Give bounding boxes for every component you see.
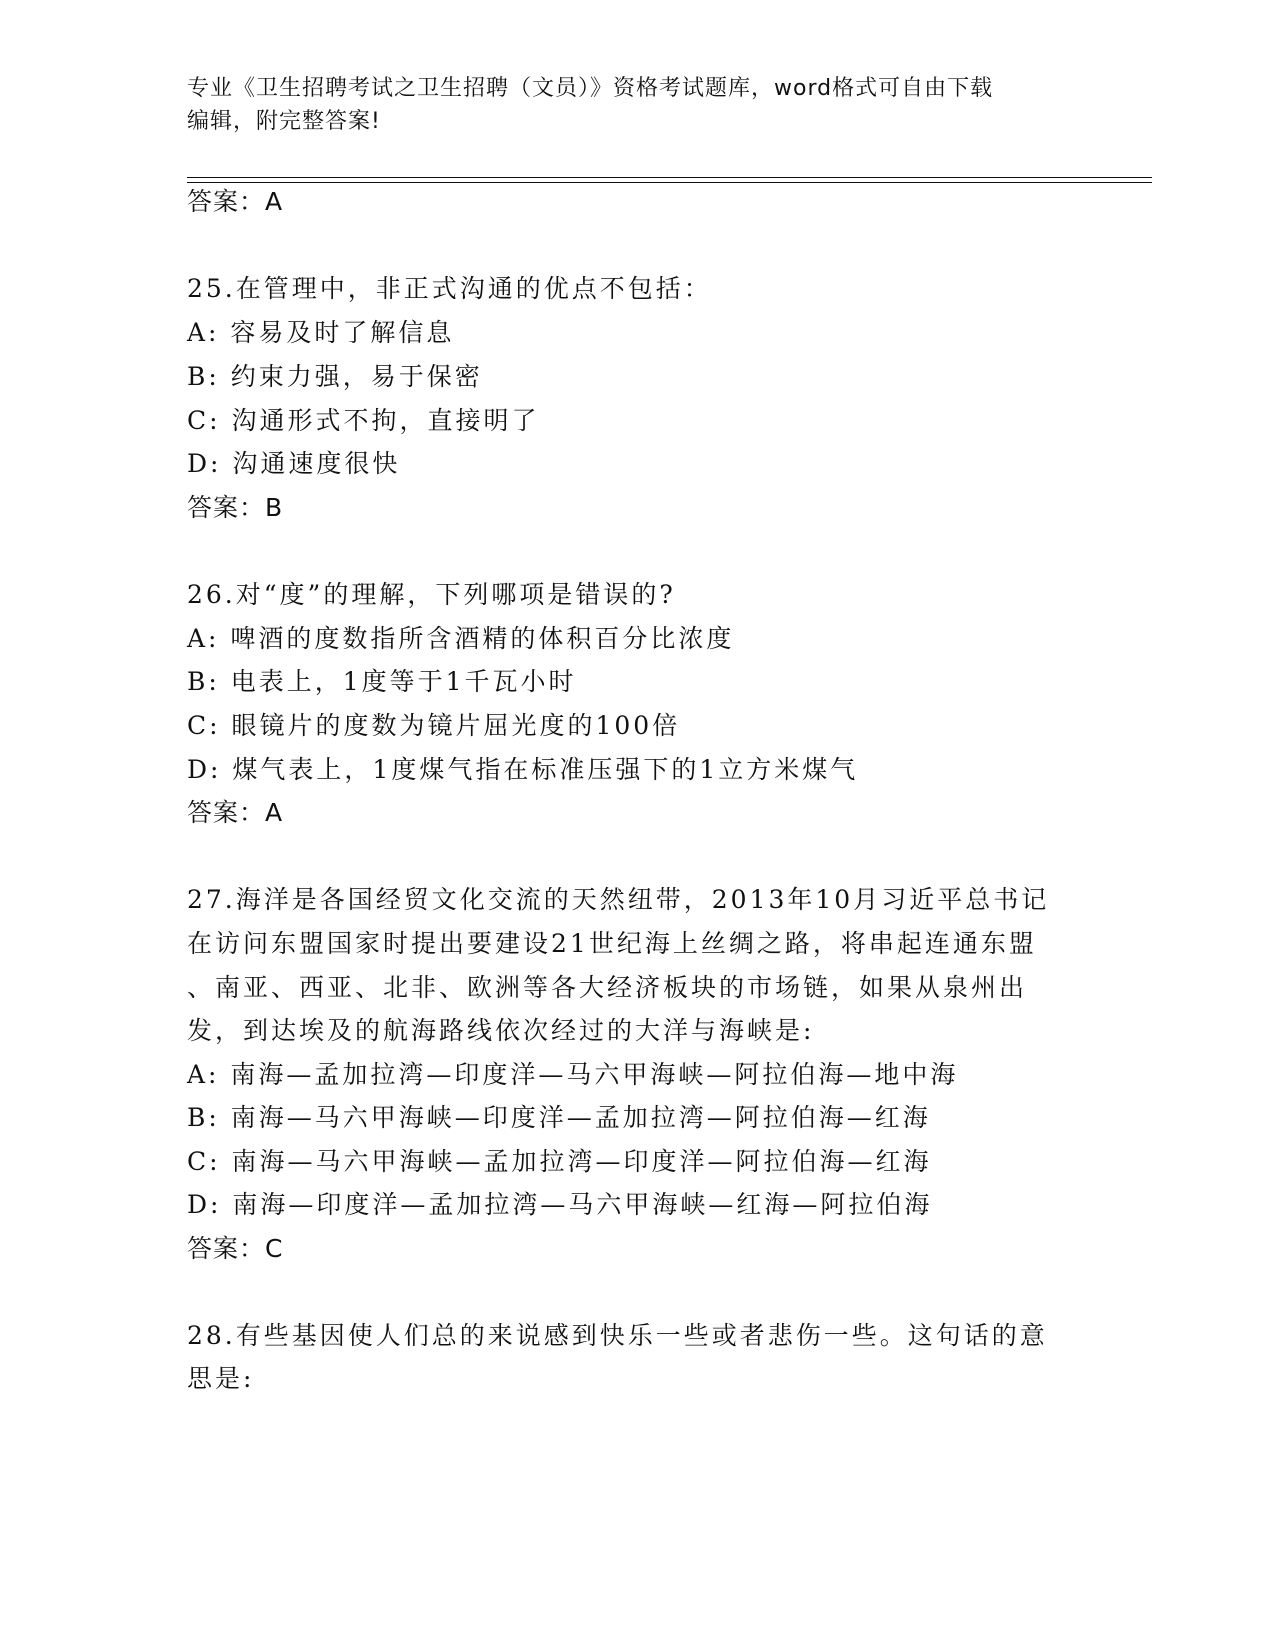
question-25-option-d: D: 沟通速度很快 <box>187 449 401 478</box>
header-line-2: 编辑，附完整答案! <box>187 109 381 134</box>
question-26-option-b: B: 电表上，1度等于1千瓦小时 <box>187 667 577 696</box>
question-25-answer: 答案：B <box>187 493 284 522</box>
question-28-stem-line-2: 思是: <box>187 1364 255 1393</box>
previous-answer: 答案：A <box>187 187 284 216</box>
question-27-option-b: B: 南海—马六甲海峡—印度洋—孟加拉湾—阿拉伯海—红海 <box>187 1103 931 1132</box>
question-26-option-c: C: 眼镜片的度数为镜片屈光度的100倍 <box>187 711 681 740</box>
question-27-stem-line-4: 发，到达埃及的航海路线依次经过的大洋与海峡是: <box>187 1016 815 1045</box>
question-27-option-a: A: 南海—孟加拉湾—印度洋—马六甲海峡—阿拉伯海—地中海 <box>187 1060 959 1089</box>
question-27-stem-line-1: 27.海洋是各国经贸文化交流的天然纽带，2013年10月习近平总书记 <box>187 885 1050 914</box>
question-25-stem: 25.在管理中，非正式沟通的优点不包括： <box>187 274 712 303</box>
question-26-option-a: A: 啤酒的度数指所含酒精的体积百分比浓度 <box>187 624 735 653</box>
header-divider-bottom <box>187 182 1152 183</box>
question-25-option-a: A: 容易及时了解信息 <box>187 318 455 347</box>
document-header <box>187 72 1067 138</box>
question-26-option-d: D: 煤气表上，1度煤气指在标准压强下的1立方米煤气 <box>187 755 859 784</box>
header-divider-top <box>187 177 1152 178</box>
question-27-option-d: D: 南海—印度洋—孟加拉湾—马六甲海峡—红海—阿拉伯海 <box>187 1190 933 1219</box>
question-27-stem-line-3: 、南亚、西亚、北非、欧洲等各大经济板块的市场链，如果从泉州出 <box>187 973 1028 1002</box>
question-27-answer: 答案：C <box>187 1234 284 1263</box>
header-line-1: 专业《卫生招聘考试之卫生招聘（文员）》资格考试题库，word格式可自由下载 <box>187 76 994 101</box>
question-25-option-b: B: 约束力强，易于保密 <box>187 362 483 391</box>
question-28-stem-line-1: 28.有些基因使人们总的来说感到快乐一些或者悲伤一些。这句话的意 <box>187 1321 1048 1350</box>
question-27-option-c: C: 南海—马六甲海峡—孟加拉湾—印度洋—阿拉伯海—红海 <box>187 1147 932 1176</box>
question-26-stem: 26.对“度”的理解，下列哪项是错误的? <box>187 580 676 609</box>
question-26-answer: 答案：A <box>187 798 284 827</box>
question-25-option-c: C: 沟通形式不拘，直接明了 <box>187 406 540 435</box>
question-27-stem-line-2: 在访问东盟国家时提出要建设21世纪海上丝绸之路，将串起连通东盟 <box>187 929 1037 958</box>
